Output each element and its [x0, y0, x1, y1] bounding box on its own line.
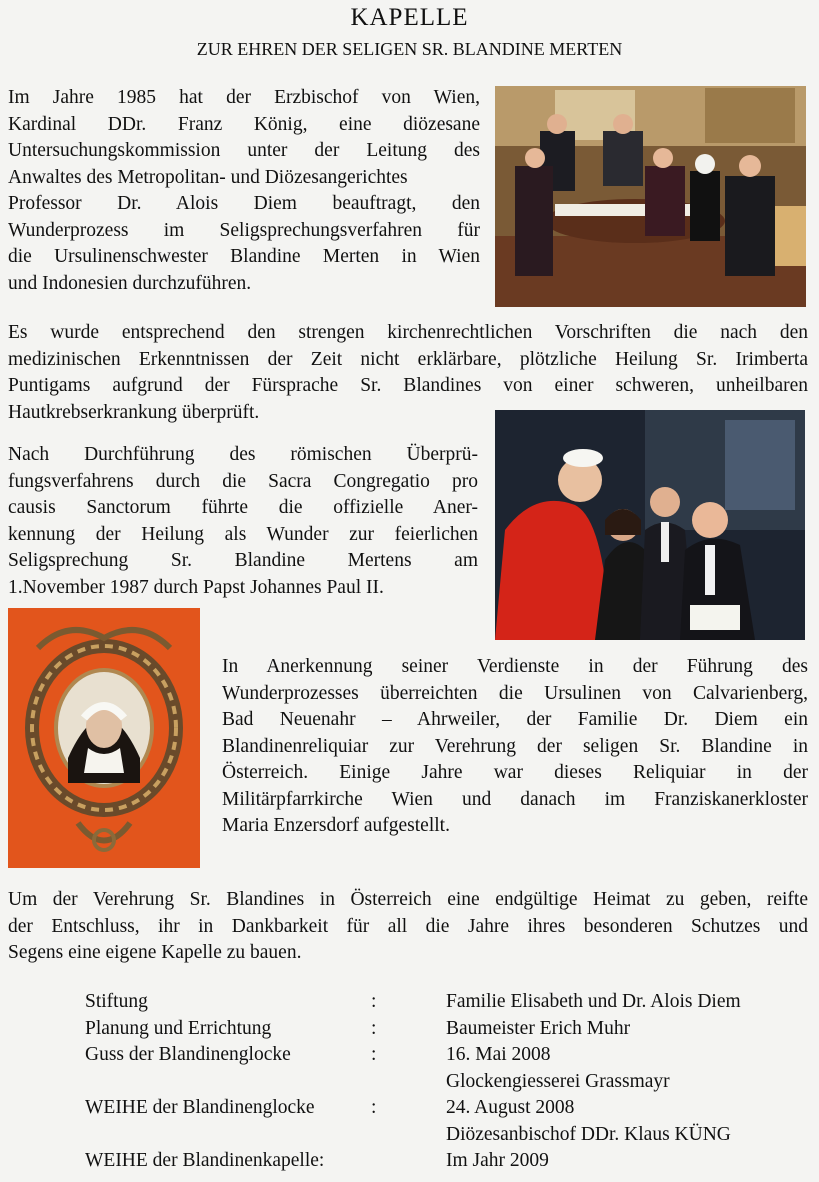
- text-line: Seligsprechung Sr. Blandine Mertens am: [8, 550, 478, 571]
- paragraph-commission: [8, 85, 480, 297]
- fact-label: Stiftung: [85, 991, 148, 1012]
- text-line: Hautkrebserkrankung überprüft.: [8, 401, 260, 423]
- text-line: Kardinal DDr. Franz König, eine diözesane: [8, 113, 480, 135]
- paragraph-reliquary: [222, 654, 808, 840]
- text-line: Österreich. Einige Jahre war dieses Reliquiar in der: [222, 762, 808, 783]
- facts-table: [85, 991, 741, 1177]
- text-line: Untersuchungskommission unter der Leitung des: [8, 140, 480, 161]
- fact-value: 16. Mai 2008: [446, 1044, 551, 1065]
- fact-label: Guss der Blandinenglocke: [85, 1044, 291, 1065]
- fact-separator: [371, 1124, 446, 1151]
- fact-label: WEIHE der Blandinenkapelle:: [85, 1150, 325, 1171]
- text-line: medizinischen Erkenntnissen der Zeit nicht erklärbare, plötzliche Heilung Sr. Irimberta: [8, 348, 808, 370]
- fact-label: WEIHE der Blandinenglocke: [85, 1097, 315, 1118]
- fact-separator: :: [371, 1097, 377, 1118]
- text-line: Bad Neuenahr – Ahrweiler, der Familie Dr. Diem ein: [222, 709, 808, 730]
- text-line: fungsverfahrens durch die Sacra Congregatio pro: [8, 470, 478, 492]
- page-title: KAPELLE: [350, 4, 469, 31]
- fact-label: [85, 1124, 371, 1151]
- text-line: Segens eine eigene Kapelle zu bauen.: [8, 942, 302, 963]
- text-line: causis Sanctorum führte die offizielle Aner-: [8, 497, 478, 518]
- fact-separator: :: [371, 1044, 377, 1065]
- text-line: Puntigams aufgrund der Fürsprache Sr. Blandines von einer schweren, unheilbaren: [8, 375, 808, 396]
- fact-value: 24. August 2008: [446, 1097, 575, 1118]
- fact-separator: :: [371, 1017, 377, 1039]
- text-line: Blandinenreliquiar zur Verehrung der seligen Sr. Blandine in: [222, 735, 808, 757]
- text-line: Im Jahre 1985 hat der Erzbischof von Wien,: [8, 87, 480, 108]
- fact-label: Planung und Errichtung: [85, 1017, 272, 1039]
- text-line: und Indonesien durchzuführen.: [8, 272, 252, 294]
- text-line: Anwaltes des Metropolitan- und Diözesangerichtes: [8, 166, 408, 188]
- fact-value: Familie Elisabeth und Dr. Alois Diem: [446, 991, 741, 1012]
- text-line: Professor Dr. Alois Diem beauftragt, den: [8, 193, 480, 214]
- fact-value: Diözesanbischof DDr. Klaus KÜNG: [446, 1123, 731, 1145]
- photo-pope: [495, 410, 805, 640]
- text-line: der Entschluss, ihr in Dankbarkeit für all die Jahre ihres besonderen Schutzes und: [8, 915, 808, 937]
- paragraph-beatification: [8, 442, 478, 601]
- fact-value: Baumeister Erich Muhr: [446, 1017, 631, 1039]
- text-line: Maria Enzersdorf aufgestellt.: [222, 815, 450, 836]
- table-row: [85, 991, 741, 1018]
- table-row: [85, 1097, 741, 1124]
- text-line: Um der Verehrung Sr. Blandines in Österreich eine endgültige Heimat zu geben, reifte: [8, 889, 808, 910]
- text-line: Wunderprozess im Seligsprechungsverfahren für: [8, 219, 480, 241]
- text-line: kennung der Heilung als Wunder zur feierlichen: [8, 523, 478, 545]
- fact-separator: :: [371, 991, 377, 1012]
- fact-value: Glockengiesserei Grassmayr: [446, 1070, 670, 1092]
- text-line: Militärpfarrkirche Wien und danach im Franziskanerkloster: [222, 788, 808, 810]
- fact-value: Im Jahr 2009: [446, 1150, 549, 1171]
- table-row: [85, 1150, 741, 1177]
- table-row: [85, 1071, 741, 1098]
- photo-meeting: [495, 86, 806, 307]
- table-row: [85, 1044, 741, 1071]
- photo-reliquary: [8, 608, 200, 868]
- fact-separator: [371, 1071, 446, 1098]
- page-subtitle: ZUR EHREN DER SELIGEN SR. BLANDINE MERTEN: [196, 39, 623, 59]
- text-line: In Anerkennung seiner Verdienste in der Führung des: [222, 656, 808, 677]
- fact-label: [85, 1071, 371, 1098]
- text-line: Wunderprozesses überreichten die Ursulinen von Calvarienberg,: [222, 682, 808, 704]
- fact-separator: [371, 1150, 446, 1177]
- table-row: [85, 1018, 741, 1045]
- text-line: Nach Durchführung des römischen Überprü-: [8, 444, 478, 465]
- text-line: die Ursulinenschwester Blandine Merten in Wien: [8, 246, 480, 267]
- table-row: [85, 1124, 741, 1151]
- paragraph-chapel: [8, 887, 808, 967]
- text-line: Es wurde entsprechend den strengen kirchenrechtlichen Vorschriften die nach den: [8, 322, 808, 343]
- text-line: 1.November 1987 durch Papst Johannes Paul II.: [8, 576, 384, 598]
